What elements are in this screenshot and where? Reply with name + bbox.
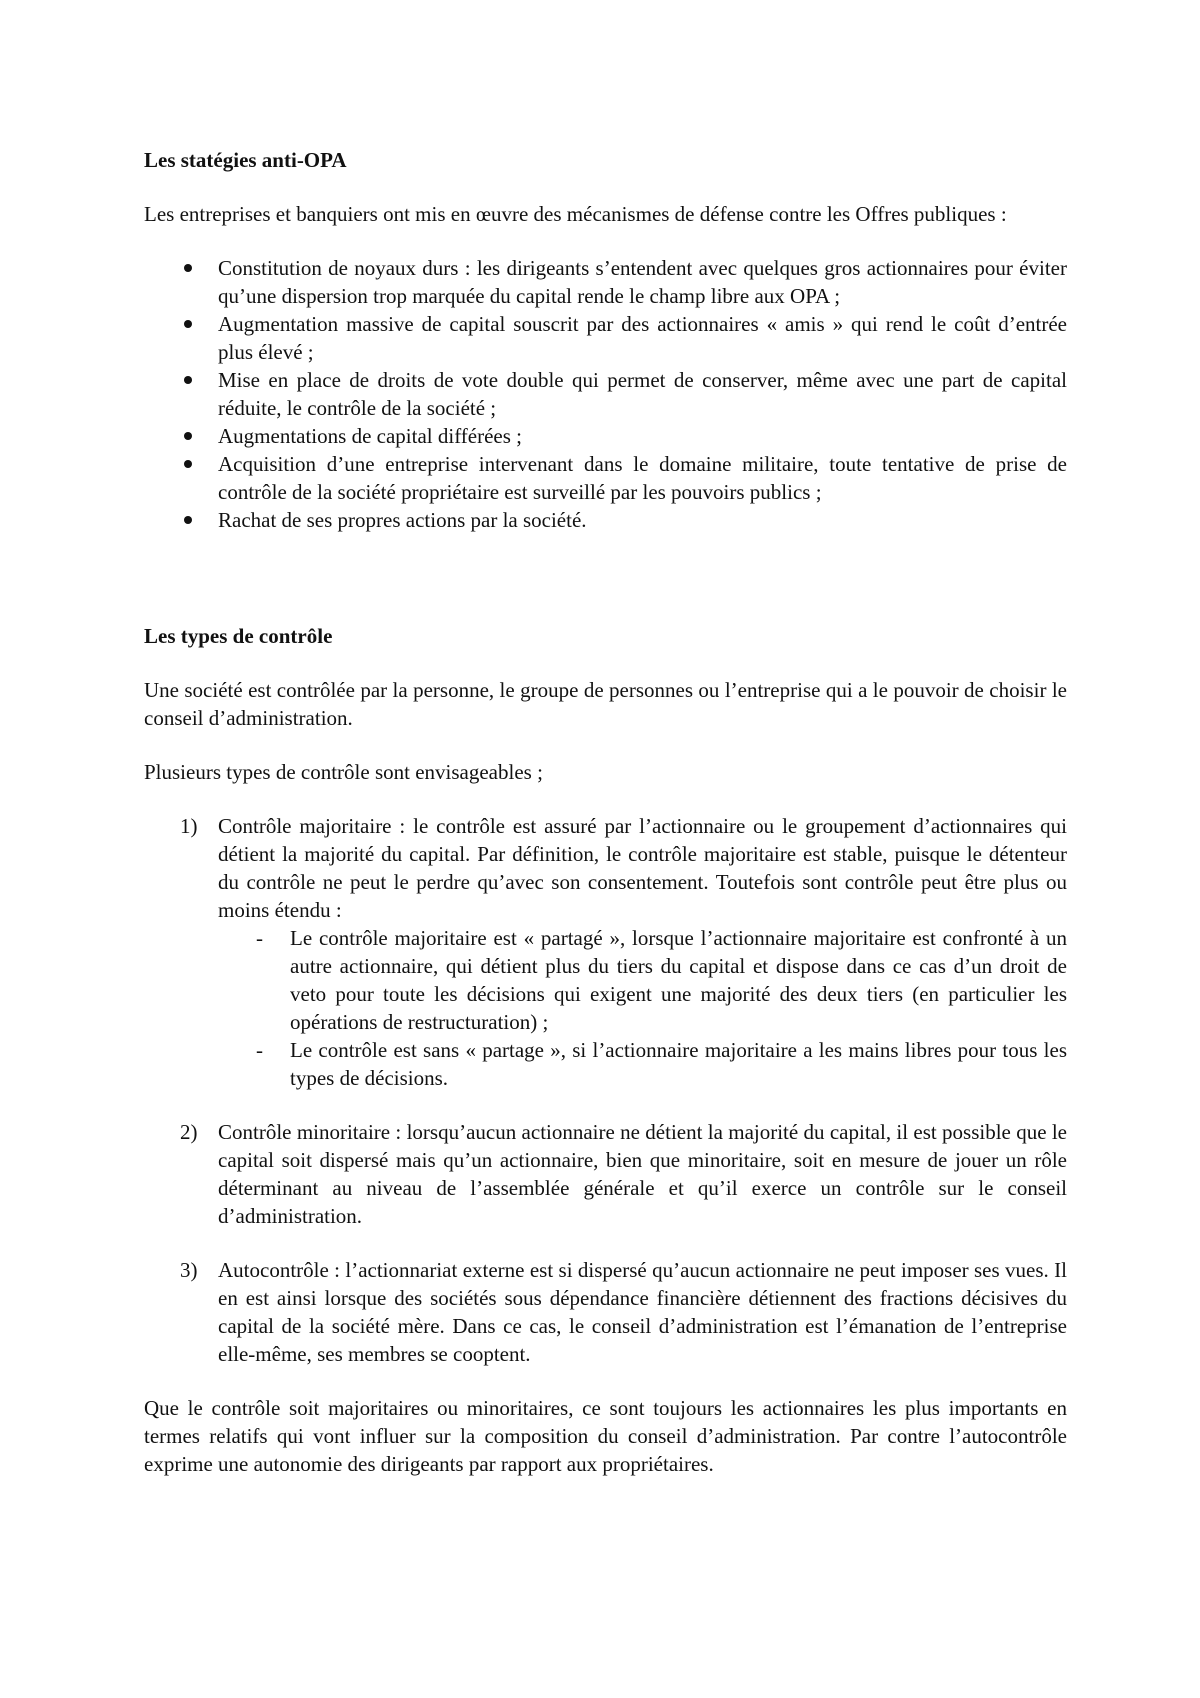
bullet-icon <box>184 516 192 524</box>
numbered-item <box>180 812 1067 1092</box>
sub-item-text: Le contrôle est sans « partage », si l’actionnaire majoritaire a les mains libres pour tous les types de décisions. <box>290 1038 1067 1090</box>
bullet-text: Mise en place de droits de vote double qui permet de conserver, même avec une part de capital réduite, le contrôle de la société ; <box>218 368 1067 420</box>
anti-opa-bullet-list <box>144 254 1067 534</box>
item-text: Contrôle minoritaire : lorsqu’aucun actionnaire ne détient la majorité du capital, il est possible que le capital soit dispersé mais qu’un actionnaire, bien que minoritaire, soit en mesure de jouer un rôle déterminant au niveau de l’assemblée générale et qu’il exerce un contrôle sur le conseil d’administration. <box>218 1120 1067 1228</box>
bullet-icon <box>184 376 192 384</box>
numbered-item <box>180 1256 1067 1368</box>
dash-icon: - <box>256 1038 263 1062</box>
sub-item-text: Le contrôle majoritaire est « partagé », lorsque l’actionnaire majoritaire est confronté à un autre actionnaire, qui détient plus du tiers du capital et dispose dans ce cas d’un droit de veto pour toute les décisions qui exigent une majorité des deux tiers (en particulier les opérations de restructuration) ; <box>290 926 1067 1034</box>
sub-list <box>218 924 1067 1092</box>
section-spacer <box>144 534 1067 622</box>
section-title-anti-opa: Les statégies anti-OPA <box>144 148 347 172</box>
sub-item <box>256 924 1067 1036</box>
section-title-types-controle: Les types de contrôle <box>144 624 333 648</box>
bullet-icon <box>184 460 192 468</box>
bullet-text: Acquisition d’une entreprise intervenant dans le domaine militaire, toute tentative de prise de contrôle de la société propriétaire est surveillé par les pouvoirs publics ; <box>218 452 1067 504</box>
bullet-icon <box>184 432 192 440</box>
intro-paragraph: Les entreprises et banquiers ont mis en œuvre des mécanismes de défense contre les Offres publiques : <box>144 202 1007 226</box>
bullet-icon <box>184 264 192 272</box>
numbered-item <box>180 1118 1067 1230</box>
bullet-item <box>218 366 1067 422</box>
bullet-text: Augmentations de capital différées ; <box>218 424 523 448</box>
conclusion-paragraph: Que le contrôle soit majoritaires ou minoritaires, ce sont toujours les actionnaires les plus importants en termes relatifs qui vont influer sur la composition du conseil d’administration. Par contre l’autocontrôle exprime une autonomie des dirigeants par rapport aux propriétaires. <box>144 1396 1067 1476</box>
bullet-item <box>218 422 1067 450</box>
document-page <box>144 146 1067 1504</box>
sub-item <box>256 1036 1067 1092</box>
bullet-item <box>218 506 1067 534</box>
dash-icon: - <box>256 926 263 950</box>
bullet-item <box>218 310 1067 366</box>
item-number: 3) <box>180 1258 198 1282</box>
control-types-list <box>144 812 1067 1368</box>
item-number: 2) <box>180 1120 198 1144</box>
bullet-text: Augmentation massive de capital souscrit par des actionnaires « amis » qui rend le coût d’entrée plus élevé ; <box>218 312 1067 364</box>
definition-paragraph: Une société est contrôlée par la personne, le groupe de personnes ou l’entreprise qui a le pouvoir de choisir le conseil d’administration. <box>144 678 1067 730</box>
bullet-icon <box>184 320 192 328</box>
bullet-text: Constitution de noyaux durs : les dirigeants s’entendent avec quelques gros actionnaires pour éviter qu’une dispersion trop marquée du capital rende le champ libre aux OPA ; <box>218 256 1067 308</box>
types-intro-paragraph: Plusieurs types de contrôle sont envisageables ; <box>144 760 543 784</box>
bullet-item <box>218 254 1067 310</box>
bullet-text: Rachat de ses propres actions par la société. <box>218 508 587 532</box>
item-number: 1) <box>180 814 198 838</box>
item-text: Autocontrôle : l’actionnariat externe est si dispersé qu’aucun actionnaire ne peut imposer ses vues. Il en est ainsi lorsque des sociétés sous dépendance financière détiennent des fractions décisives du capital de la société mère. Dans ce cas, le conseil d’administration est l’émanation de l’entreprise elle-même, ses membres se cooptent. <box>218 1258 1067 1366</box>
bullet-item <box>218 450 1067 506</box>
item-text: Contrôle majoritaire : le contrôle est assuré par l’actionnaire ou le groupement d’actionnaires qui détient la majorité du capital. Par définition, le contrôle majoritaire est stable, puisque le détenteur du contrôle ne peut le perdre qu’avec son consentement. Toutefois sont contrôle peut être plus ou moins étendu : <box>218 814 1067 922</box>
